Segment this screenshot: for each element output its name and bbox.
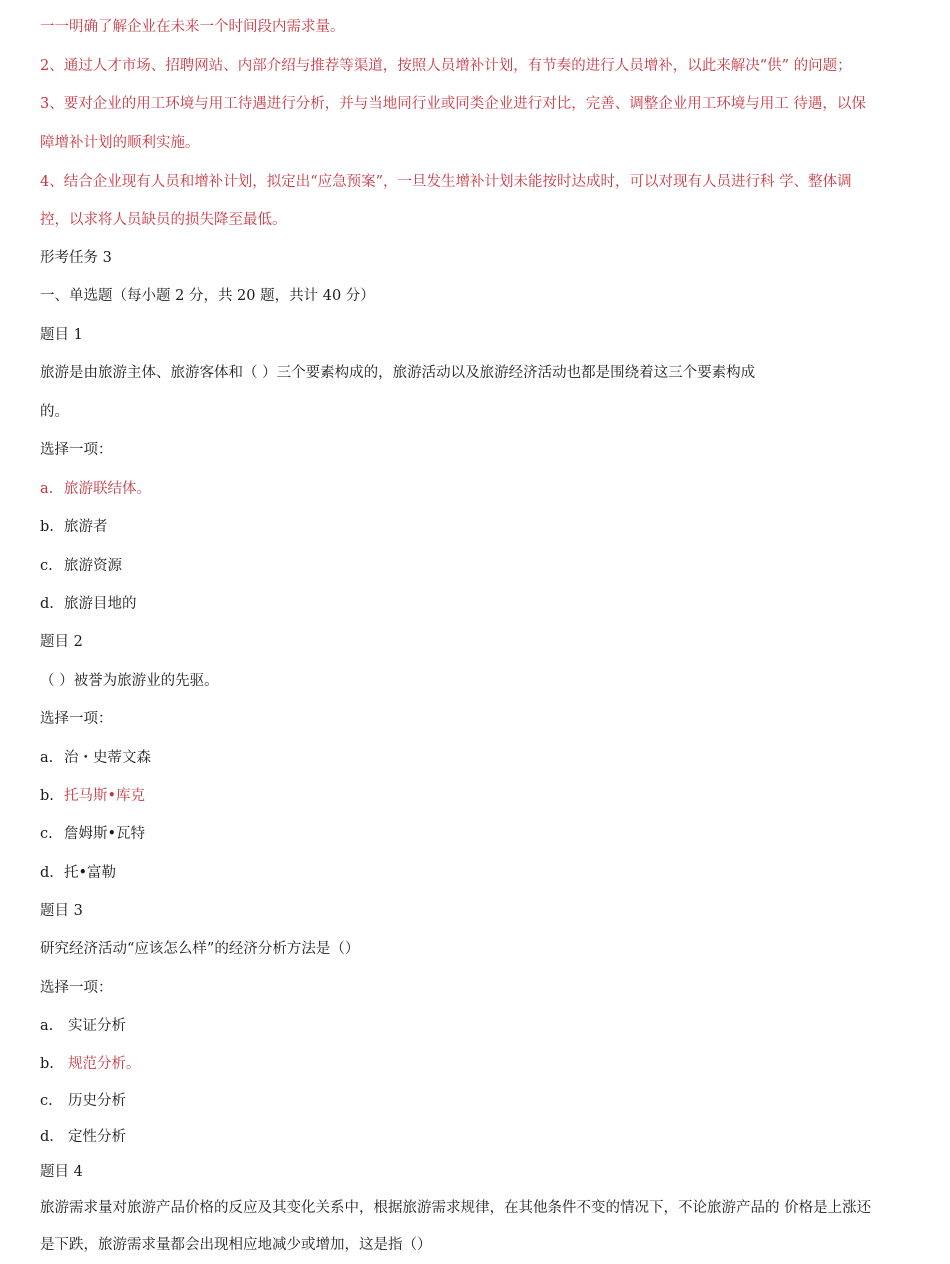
question-2-choose-label: 选择一项： xyxy=(40,711,113,727)
question-1-stem-cont: 的。 xyxy=(40,404,69,420)
question-1-choose-label: 选择一项： xyxy=(40,442,113,458)
question-3-label: 题目 3 xyxy=(40,903,83,919)
intro-line-4a: 4、结合企业现有人员和增补计划，拟定出“应急预案”，一旦发生增补计划未能按时达成时，可以对现有人员进行科 学、整体调 xyxy=(40,174,852,190)
question-4-stem: 旅游需求量对旅游产品价格的反应及其变化关系中，根据旅游需求规律，在其他条件不变的情况下，不论旅游产品的 价格是上涨还 xyxy=(40,1200,872,1216)
option-letter: a. xyxy=(40,1018,54,1034)
option-text: 旅游者 xyxy=(64,519,108,535)
question-1-option-b[interactable] xyxy=(40,517,914,537)
option-text: 旅游目地的 xyxy=(64,596,137,612)
question-2-option-d[interactable] xyxy=(40,863,914,883)
option-text: 定性分析 xyxy=(68,1129,126,1145)
intro-line-2: 2、通过人才市场、招聘网站、内部介绍与推荐等渠道，按照人员增补计划，有节奏的进行人员增补，以此来解决“供” 的问题； xyxy=(40,58,852,74)
question-3-option-a[interactable] xyxy=(40,1016,914,1036)
option-text: 旅游资源 xyxy=(64,558,122,574)
intro-line-4b: 控，以求将人员缺员的损失降至最低。 xyxy=(40,212,287,228)
option-letter: c. xyxy=(40,558,53,574)
option-letter: c. xyxy=(40,1093,53,1109)
option-letter: a. xyxy=(40,750,54,766)
question-1-option-c[interactable] xyxy=(40,556,914,576)
question-3-option-d[interactable] xyxy=(40,1127,914,1147)
question-1-option-d[interactable] xyxy=(40,594,914,614)
option-text: 托马斯•库克 xyxy=(64,788,146,804)
option-text: 旅游联结体。 xyxy=(64,481,151,497)
option-letter: b. xyxy=(40,788,54,804)
option-text: 规范分析。 xyxy=(68,1056,141,1072)
intro-line-3b: 障增补计划的顺利实施。 xyxy=(40,135,200,151)
option-text: 托•富勒 xyxy=(64,865,117,881)
option-letter: d. xyxy=(40,596,54,612)
question-3-stem: 研究经济活动“应该怎么样”的经济分析方法是（） xyxy=(40,941,360,957)
task-title: 形考任务 3 xyxy=(40,250,112,266)
option-letter: d. xyxy=(40,1129,54,1145)
option-text: 詹姆斯•瓦特 xyxy=(64,826,146,842)
section-title: 一、单选题（每小题 2 分，共 20 题，共计 40 分） xyxy=(40,288,375,304)
intro-line-1: 一一明确了解企业在未来一个时间段内需求量。 xyxy=(40,19,345,35)
option-letter: a. xyxy=(40,481,54,497)
option-text: 历史分析 xyxy=(68,1093,126,1109)
question-2-option-a[interactable] xyxy=(40,748,914,768)
question-2-stem: （ ）被誉为旅游业的先驱。 xyxy=(40,673,219,689)
option-text: 治・史蒂文森 xyxy=(64,750,151,766)
question-2-option-c[interactable] xyxy=(40,824,914,844)
option-letter: d. xyxy=(40,865,54,881)
option-letter: b. xyxy=(40,519,54,535)
question-2-option-b[interactable] xyxy=(40,786,914,806)
option-letter: b. xyxy=(40,1056,54,1072)
question-3-choose-label: 选择一项： xyxy=(40,980,113,996)
question-4-label: 题目 4 xyxy=(40,1164,83,1180)
question-1-label: 题目 1 xyxy=(40,327,83,343)
question-3-option-c[interactable] xyxy=(40,1091,914,1111)
option-text: 实证分析 xyxy=(68,1018,126,1034)
question-2-label: 题目 2 xyxy=(40,634,83,650)
question-3-option-b[interactable] xyxy=(40,1054,914,1074)
question-1-stem: 旅游是由旅游主体、旅游客体和（ ）三个要素构成的，旅游活动以及旅游经济活动也都是围绕着这三个要素构成 xyxy=(40,365,756,381)
option-letter: c. xyxy=(40,826,53,842)
question-1-option-a[interactable] xyxy=(40,479,914,499)
intro-line-3a: 3、要对企业的用工环境与用工待遇进行分析，并与当地同行业或同类企业进行对比，完善、调整企业用工环境与用工 待遇，以保 xyxy=(40,96,866,112)
question-4-stem-cont: 是下跌，旅游需求量都会出现相应地减少或增加，这是指（） xyxy=(40,1237,432,1253)
